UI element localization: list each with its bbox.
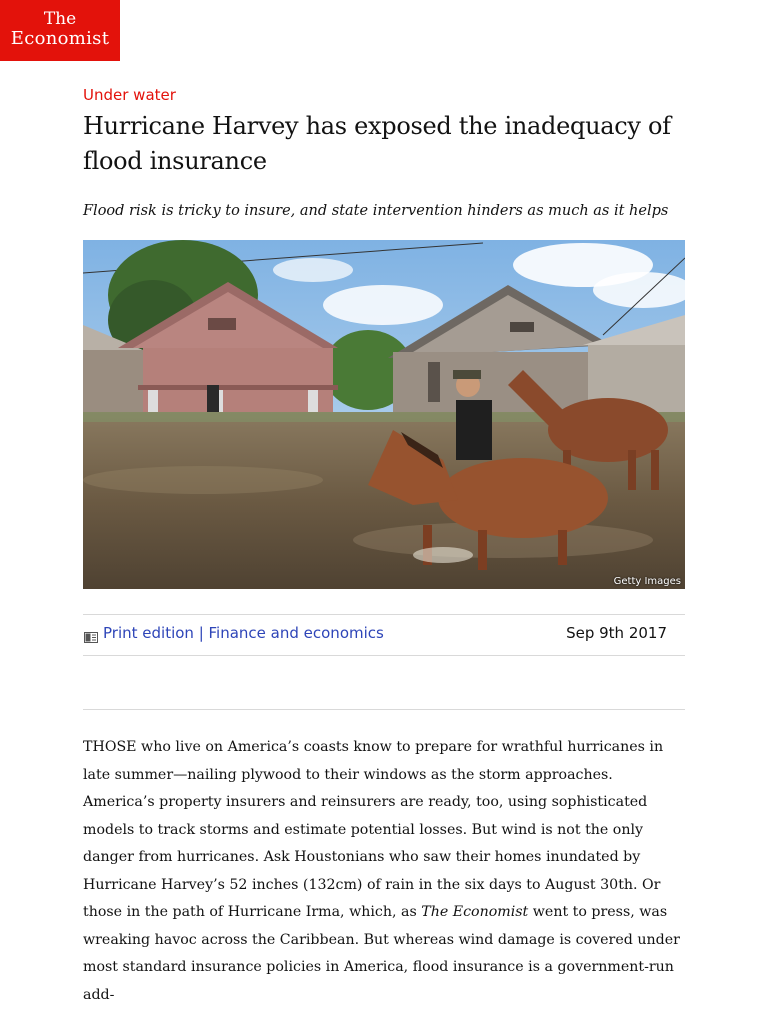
flooded-street-horses-photo xyxy=(83,240,685,589)
divider xyxy=(83,614,685,615)
image-credit: Getty Images xyxy=(613,576,681,587)
body-text-segment: THOSE who live on America’s coasts know to prepare for wrathful hurricanes in late summer—nailing plywood to their windows as the storm approaches. America’s property insurers and reinsurers are ready, too, using sophisticated models to track storms and estimate potential losses. But wind is not the only danger from hurricanes. Ask Houstonians who saw their homes inundated by Hurricane Harvey’s 52 inches (132cm) of rain in the six days to August 30th. Or those in the path of Hurricane Irma, which, as xyxy=(83,739,664,920)
article-rubric: Flood risk is tricky to insure, and state intervention hinders as much as it helps xyxy=(83,203,669,219)
article-hero-image xyxy=(83,240,685,589)
logo-line-1: The xyxy=(43,9,77,29)
article-meta-row xyxy=(83,616,685,652)
divider xyxy=(83,709,685,710)
publication-name: The Economist xyxy=(421,904,529,920)
section-link[interactable]: Print edition | Finance and economics xyxy=(103,624,384,642)
logo-line-2: Economist xyxy=(10,28,110,49)
economist-logo[interactable] xyxy=(0,0,120,61)
article-flytitle: Under water xyxy=(83,86,176,104)
divider xyxy=(83,655,685,656)
article-headline: Hurricane Harvey has exposed the inadequacy of flood insurance xyxy=(83,112,671,175)
print-edition-icon xyxy=(84,628,98,639)
publication-date: Sep 9th 2017 xyxy=(566,624,667,642)
body-paragraph xyxy=(83,734,687,1009)
body-text-segment: went to press, was wreaking havoc across the Caribbean. But whereas wind damage is covered under most standard insurance policies in America, flood insurance is a government-run add- xyxy=(83,904,680,1003)
article-body xyxy=(83,734,687,1009)
